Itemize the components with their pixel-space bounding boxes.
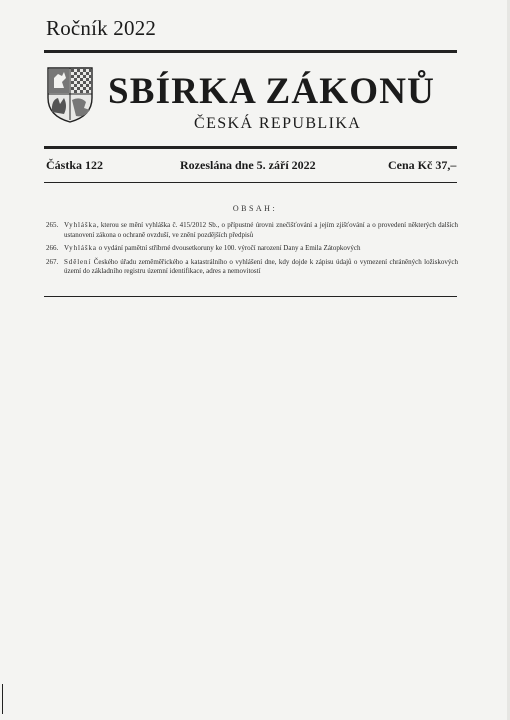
item-kind: Vyhláška <box>64 221 97 229</box>
contents-item <box>46 244 458 254</box>
item-number: 266. <box>46 244 59 253</box>
item-text <box>64 258 458 277</box>
item-text <box>64 221 458 240</box>
item-kind: Vyhláška <box>64 244 97 253</box>
price-label: Cena Kč 37,– <box>388 158 457 172</box>
item-text <box>64 244 458 254</box>
publication-title: SBÍRKA ZÁKONŮ <box>108 71 436 112</box>
distribution-date: Rozeslána dne 5. září 2022 <box>180 158 316 172</box>
item-number: 267. <box>46 257 59 266</box>
item-number: 265. <box>46 221 59 229</box>
item-kind: Sdělení <box>64 257 92 266</box>
part-number: Částka 122 <box>46 158 104 172</box>
contents-rule <box>44 296 457 297</box>
coat-of-arms-icon <box>46 66 94 124</box>
item-description: o vydání pamětní stříbrné dvousetkoruny ke 100. výročí narození Dany a Emila Zátopkových <box>96 244 361 253</box>
contents-heading: OBSAH: <box>232 204 278 213</box>
header-rule-bottom <box>44 146 457 149</box>
volume-label: Ročník 2022 <box>46 16 157 40</box>
item-description: Českého úřadu zeměměřického a katastrálního o vyhlášení dne, kdy dojde k zápisu údajů o vymezení chráněných ložiskových území do základního registru územní identifikace, adres a nemovitostí <box>64 257 458 276</box>
contents-item <box>46 221 458 240</box>
binding-mark <box>2 684 3 714</box>
meta-rule <box>44 182 457 183</box>
country-subtitle: ČESKÁ REPUBLIKA <box>194 115 362 132</box>
contents-list <box>46 221 458 281</box>
item-description: , kterou se mění vyhláška č. 415/2012 Sb., o přípustné úrovni znečišťování a jejím zjišťování a o provedení některých dalších ustanovení zákona o ochraně ovzduší, ve znění pozdějších předpisů <box>64 221 458 239</box>
contents-item <box>46 258 458 277</box>
header-rule-top <box>44 50 457 53</box>
